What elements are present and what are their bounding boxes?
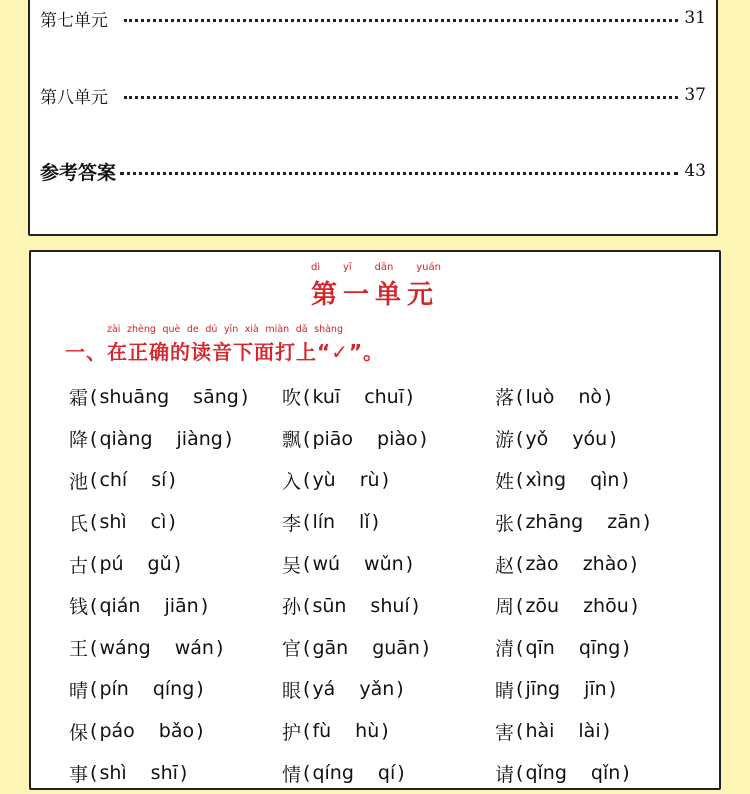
close-paren: ) — [396, 678, 404, 701]
toc-leader-dots — [124, 19, 678, 22]
pinyin-option-a[interactable]: zào — [525, 553, 559, 576]
close-paren: ) — [168, 469, 176, 492]
pinyin-syllable: yīn — [223, 324, 239, 335]
close-paren: ) — [240, 385, 249, 408]
pinyin-syllable: dān — [374, 262, 394, 273]
open-paren: ( — [90, 762, 98, 785]
pronunciation-item — [282, 467, 495, 494]
chinese-character: 害 — [495, 721, 515, 744]
open-paren: ( — [516, 594, 524, 617]
open-paren: ( — [90, 511, 98, 534]
pinyin-option-b[interactable]: shuí — [370, 594, 410, 617]
exercise-row — [69, 418, 709, 460]
pinyin-option-a[interactable]: hài — [525, 720, 555, 743]
pinyin-option-b[interactable]: shī — [150, 762, 178, 785]
pinyin-option-b[interactable]: zān — [607, 511, 641, 534]
pinyin-option-a[interactable]: yù — [312, 469, 336, 492]
open-paren: ( — [516, 553, 524, 576]
close-paren: ) — [215, 636, 224, 659]
toc-label: 参考答案 — [40, 161, 117, 184]
open-paren: ( — [90, 385, 98, 408]
pronunciation-item — [495, 467, 708, 494]
pinyin-option-b[interactable]: jiàng — [176, 427, 223, 450]
chinese-character: 霜 — [69, 387, 89, 410]
pinyin-option-a[interactable]: páo — [99, 720, 135, 743]
pinyin-option-b[interactable]: wǔn — [364, 553, 404, 576]
pinyin-syllable: xià — [244, 324, 259, 335]
pinyin-option-b[interactable]: lài — [578, 720, 601, 743]
chinese-character: 官 — [282, 638, 302, 661]
open-paren: ( — [516, 385, 524, 408]
pronunciation-item — [282, 425, 495, 452]
close-paren: ) — [602, 720, 611, 743]
pronunciation-item — [282, 592, 495, 619]
pronunciation-item — [282, 551, 495, 578]
close-paren: ) — [621, 469, 629, 492]
pronunciation-item — [69, 509, 282, 536]
close-paren: ) — [411, 594, 420, 617]
pinyin-option-a[interactable]: qǐng — [525, 762, 567, 785]
exercise-row — [69, 501, 709, 543]
pronunciation-grid — [69, 376, 709, 794]
exercise-row — [69, 460, 709, 502]
open-paren: ( — [90, 636, 98, 659]
toc-label: 第七单元 — [40, 10, 108, 31]
pinyin-option-b[interactable]: sāng — [193, 385, 239, 408]
chinese-character: 赵 — [495, 554, 515, 577]
pinyin-option-b[interactable]: bǎo — [158, 720, 195, 743]
toc-leader-dots — [124, 96, 678, 99]
pronunciation-item — [495, 551, 708, 578]
close-paren: ) — [642, 511, 651, 534]
pronunciation-item — [495, 383, 708, 410]
chinese-character: 睛 — [495, 679, 515, 702]
close-paren: ) — [224, 427, 233, 450]
close-paren: ) — [381, 720, 389, 743]
pronunciation-item — [69, 425, 282, 452]
pinyin-option-a[interactable]: wáng — [99, 636, 151, 659]
toc-row-unit7[interactable] — [40, 6, 706, 30]
close-paren: ) — [381, 469, 390, 492]
exercise-row — [69, 669, 709, 711]
pinyin-option-a[interactable]: luò — [525, 385, 555, 408]
pinyin-option-a[interactable]: chí — [99, 469, 128, 492]
open-paren: ( — [516, 427, 524, 450]
pinyin-option-a[interactable]: shì — [99, 762, 127, 785]
close-paren: ) — [179, 762, 188, 785]
open-paren: ( — [516, 636, 524, 659]
chinese-character: 孙 — [282, 596, 302, 619]
pinyin-syllable: dì — [311, 262, 321, 273]
pinyin-option-b[interactable]: wán — [174, 636, 214, 659]
exercise-row — [69, 752, 709, 794]
chinese-character: 古 — [69, 554, 89, 577]
pronunciation-item — [69, 760, 282, 787]
open-paren: ( — [303, 720, 311, 743]
toc-row-answers[interactable] — [40, 159, 706, 183]
pinyin-option-a[interactable]: kuī — [312, 385, 341, 408]
pronunciation-item — [282, 383, 495, 410]
pinyin-syllable: dú — [205, 324, 218, 335]
pinyin-option-a[interactable]: qīn — [525, 636, 555, 659]
pinyin-option-b[interactable]: rù — [359, 469, 380, 492]
pinyin-option-b[interactable]: qíng — [152, 678, 195, 701]
pinyin-option-b[interactable]: yǎn — [359, 678, 395, 701]
close-paren: ) — [629, 553, 638, 576]
close-paren: ) — [622, 636, 630, 659]
pinyin-option-a[interactable]: pú — [99, 553, 124, 576]
pinyin-option-b[interactable]: qīng — [578, 636, 621, 659]
open-paren: ( — [90, 720, 98, 743]
pronunciation-item — [495, 592, 708, 619]
pinyin-syllable: yuán — [416, 262, 441, 273]
pronunciation-item — [69, 592, 282, 619]
pinyin-option-b[interactable]: gǔ — [147, 553, 172, 576]
pinyin-syllable: què — [162, 324, 181, 335]
pronunciation-item — [69, 676, 282, 703]
pinyin-option-b[interactable]: sí — [151, 469, 167, 492]
open-paren: ( — [303, 427, 311, 450]
pinyin-option-a[interactable]: qiàng — [99, 427, 153, 450]
open-paren: ( — [303, 636, 311, 659]
unit-one-worksheet — [29, 250, 721, 790]
open-paren: ( — [90, 678, 98, 701]
toc-page-number: 31 — [684, 8, 706, 28]
pinyin-option-a[interactable]: shì — [99, 511, 127, 534]
table-of-contents-panel — [28, 0, 718, 236]
open-paren: ( — [516, 720, 524, 743]
open-paren: ( — [303, 762, 311, 785]
pinyin-option-a[interactable]: fù — [312, 720, 332, 743]
open-paren: ( — [516, 678, 524, 701]
pinyin-syllable: yī — [343, 262, 352, 273]
chinese-character: 入 — [282, 470, 302, 493]
pronunciation-item — [282, 634, 495, 661]
open-paren: ( — [90, 553, 98, 576]
pronunciation-item — [282, 676, 495, 703]
chinese-character: 王 — [69, 638, 89, 661]
chinese-character: 周 — [495, 596, 515, 619]
pinyin-option-a[interactable]: piāo — [312, 427, 354, 450]
pinyin-option-a[interactable]: yǒ — [525, 427, 549, 450]
close-paren: ) — [196, 720, 204, 743]
pinyin-syllable: zhèng — [127, 324, 156, 335]
close-paren: ) — [371, 511, 380, 534]
close-paren: ) — [419, 427, 428, 450]
pinyin-option-a[interactable]: xìng — [525, 469, 567, 492]
open-paren: ( — [516, 762, 524, 785]
pinyin-option-b[interactable]: yóu — [572, 427, 608, 450]
toc-page-number: 37 — [684, 85, 706, 105]
pronunciation-item — [495, 509, 708, 536]
close-paren: ) — [622, 762, 630, 785]
chinese-character: 池 — [69, 470, 89, 493]
open-paren: ( — [303, 678, 311, 701]
exercise-row — [69, 627, 709, 669]
exercise-row — [69, 376, 709, 418]
chinese-character: 游 — [495, 429, 515, 452]
pinyin-option-a[interactable]: wú — [312, 553, 341, 576]
pinyin-option-a[interactable]: yá — [312, 678, 336, 701]
pinyin-option-b[interactable]: jiān — [164, 594, 199, 617]
chinese-character: 降 — [69, 429, 89, 452]
close-paren: ) — [604, 385, 612, 408]
open-paren: ( — [516, 469, 524, 492]
pronunciation-item — [69, 551, 282, 578]
pinyin-option-b[interactable]: zhào — [582, 553, 628, 576]
pronunciation-item — [282, 509, 495, 536]
close-paren: ) — [200, 594, 209, 617]
unit-title: 第一单元 — [310, 280, 439, 310]
toc-label: 第八单元 — [40, 87, 108, 108]
chinese-character: 保 — [69, 721, 89, 744]
open-paren: ( — [90, 469, 98, 492]
exercise-row — [69, 543, 709, 585]
pinyin-option-b[interactable]: guān — [372, 636, 420, 659]
close-paren: ) — [397, 762, 405, 785]
pronunciation-item — [495, 676, 708, 703]
pronunciation-item — [495, 634, 708, 661]
close-paren: ) — [609, 427, 617, 450]
chinese-character: 落 — [495, 387, 515, 410]
pronunciation-item — [69, 383, 282, 410]
pinyin-option-a[interactable]: gān — [312, 636, 349, 659]
close-paren: ) — [421, 636, 430, 659]
pinyin-option-b[interactable]: hù — [355, 720, 380, 743]
pinyin-option-a[interactable]: zōu — [525, 594, 560, 617]
open-paren: ( — [303, 511, 311, 534]
pinyin-syllable: de — [186, 324, 199, 335]
close-paren: ) — [168, 511, 176, 534]
pinyin-option-b[interactable]: piào — [377, 427, 418, 450]
pinyin-option-b[interactable]: qǐn — [590, 762, 621, 785]
close-paren: ) — [196, 678, 204, 701]
pinyin-option-b[interactable]: qìn — [590, 469, 620, 492]
open-paren: ( — [303, 594, 311, 617]
pinyin-option-a[interactable]: pín — [99, 678, 129, 701]
chinese-character: 请 — [495, 763, 515, 786]
chinese-character: 吹 — [282, 387, 302, 410]
pronunciation-item — [69, 718, 282, 745]
chinese-character: 事 — [69, 763, 89, 786]
open-paren: ( — [90, 594, 98, 617]
pinyin-option-b[interactable]: nò — [578, 385, 603, 408]
pronunciation-item — [282, 760, 495, 787]
pinyin-syllable: miàn — [265, 324, 290, 335]
instruction-pinyin — [107, 324, 343, 335]
toc-leader-dots — [120, 172, 678, 175]
pronunciation-item — [69, 634, 282, 661]
pronunciation-item — [495, 425, 708, 452]
pinyin-option-b[interactable]: jīn — [584, 678, 607, 701]
pinyin-option-b[interactable]: lǐ — [359, 511, 370, 534]
chinese-character: 钱 — [69, 596, 89, 619]
close-paren: ) — [608, 678, 617, 701]
chinese-character: 晴 — [69, 679, 89, 702]
chinese-character: 姓 — [495, 470, 515, 493]
unit-title-pinyin — [311, 262, 441, 273]
close-paren: ) — [173, 553, 182, 576]
open-paren: ( — [303, 553, 311, 576]
chinese-character: 吴 — [282, 554, 302, 577]
pinyin-option-a[interactable]: sūn — [312, 594, 347, 617]
pinyin-syllable: zài — [107, 324, 121, 335]
open-paren: ( — [516, 511, 524, 534]
pinyin-option-a[interactable]: lín — [312, 511, 336, 534]
chinese-character: 清 — [495, 638, 515, 661]
pinyin-option-b[interactable]: zhōu — [583, 594, 629, 617]
close-paren: ) — [405, 553, 414, 576]
open-paren: ( — [303, 469, 311, 492]
chinese-character: 氏 — [69, 512, 89, 535]
pinyin-option-b[interactable]: qí — [377, 762, 396, 785]
chinese-character: 护 — [282, 721, 302, 744]
pinyin-option-a[interactable]: shuāng — [99, 385, 170, 408]
pronunciation-item — [69, 467, 282, 494]
pinyin-option-a[interactable]: qián — [99, 594, 141, 617]
pinyin-syllable: dǎ — [295, 324, 308, 335]
pronunciation-item — [495, 760, 708, 787]
pinyin-option-b[interactable]: cì — [150, 511, 167, 534]
open-paren: ( — [303, 385, 311, 408]
chinese-character: 眼 — [282, 679, 302, 702]
close-paren: ) — [406, 385, 414, 408]
chinese-character: 李 — [282, 512, 302, 535]
pinyin-option-b[interactable]: chuī — [364, 385, 404, 408]
chinese-character: 张 — [495, 512, 515, 535]
pinyin-option-a[interactable]: zhāng — [525, 511, 584, 534]
close-paren: ) — [630, 594, 639, 617]
pinyin-option-a[interactable]: jīng — [525, 678, 561, 701]
pinyin-option-a[interactable]: qíng — [312, 762, 354, 785]
exercise-instruction: 一、在正确的读音下面打上“✓”。 — [65, 340, 385, 364]
pronunciation-item — [495, 718, 708, 745]
chinese-character: 飘 — [282, 429, 302, 452]
toc-page-number: 43 — [684, 161, 706, 181]
toc-row-unit8[interactable] — [40, 83, 706, 107]
exercise-row — [69, 585, 709, 627]
pronunciation-item — [282, 718, 495, 745]
chinese-character: 情 — [282, 763, 302, 786]
open-paren: ( — [90, 427, 98, 450]
pinyin-syllable: shàng — [314, 324, 343, 335]
exercise-row — [69, 710, 709, 752]
